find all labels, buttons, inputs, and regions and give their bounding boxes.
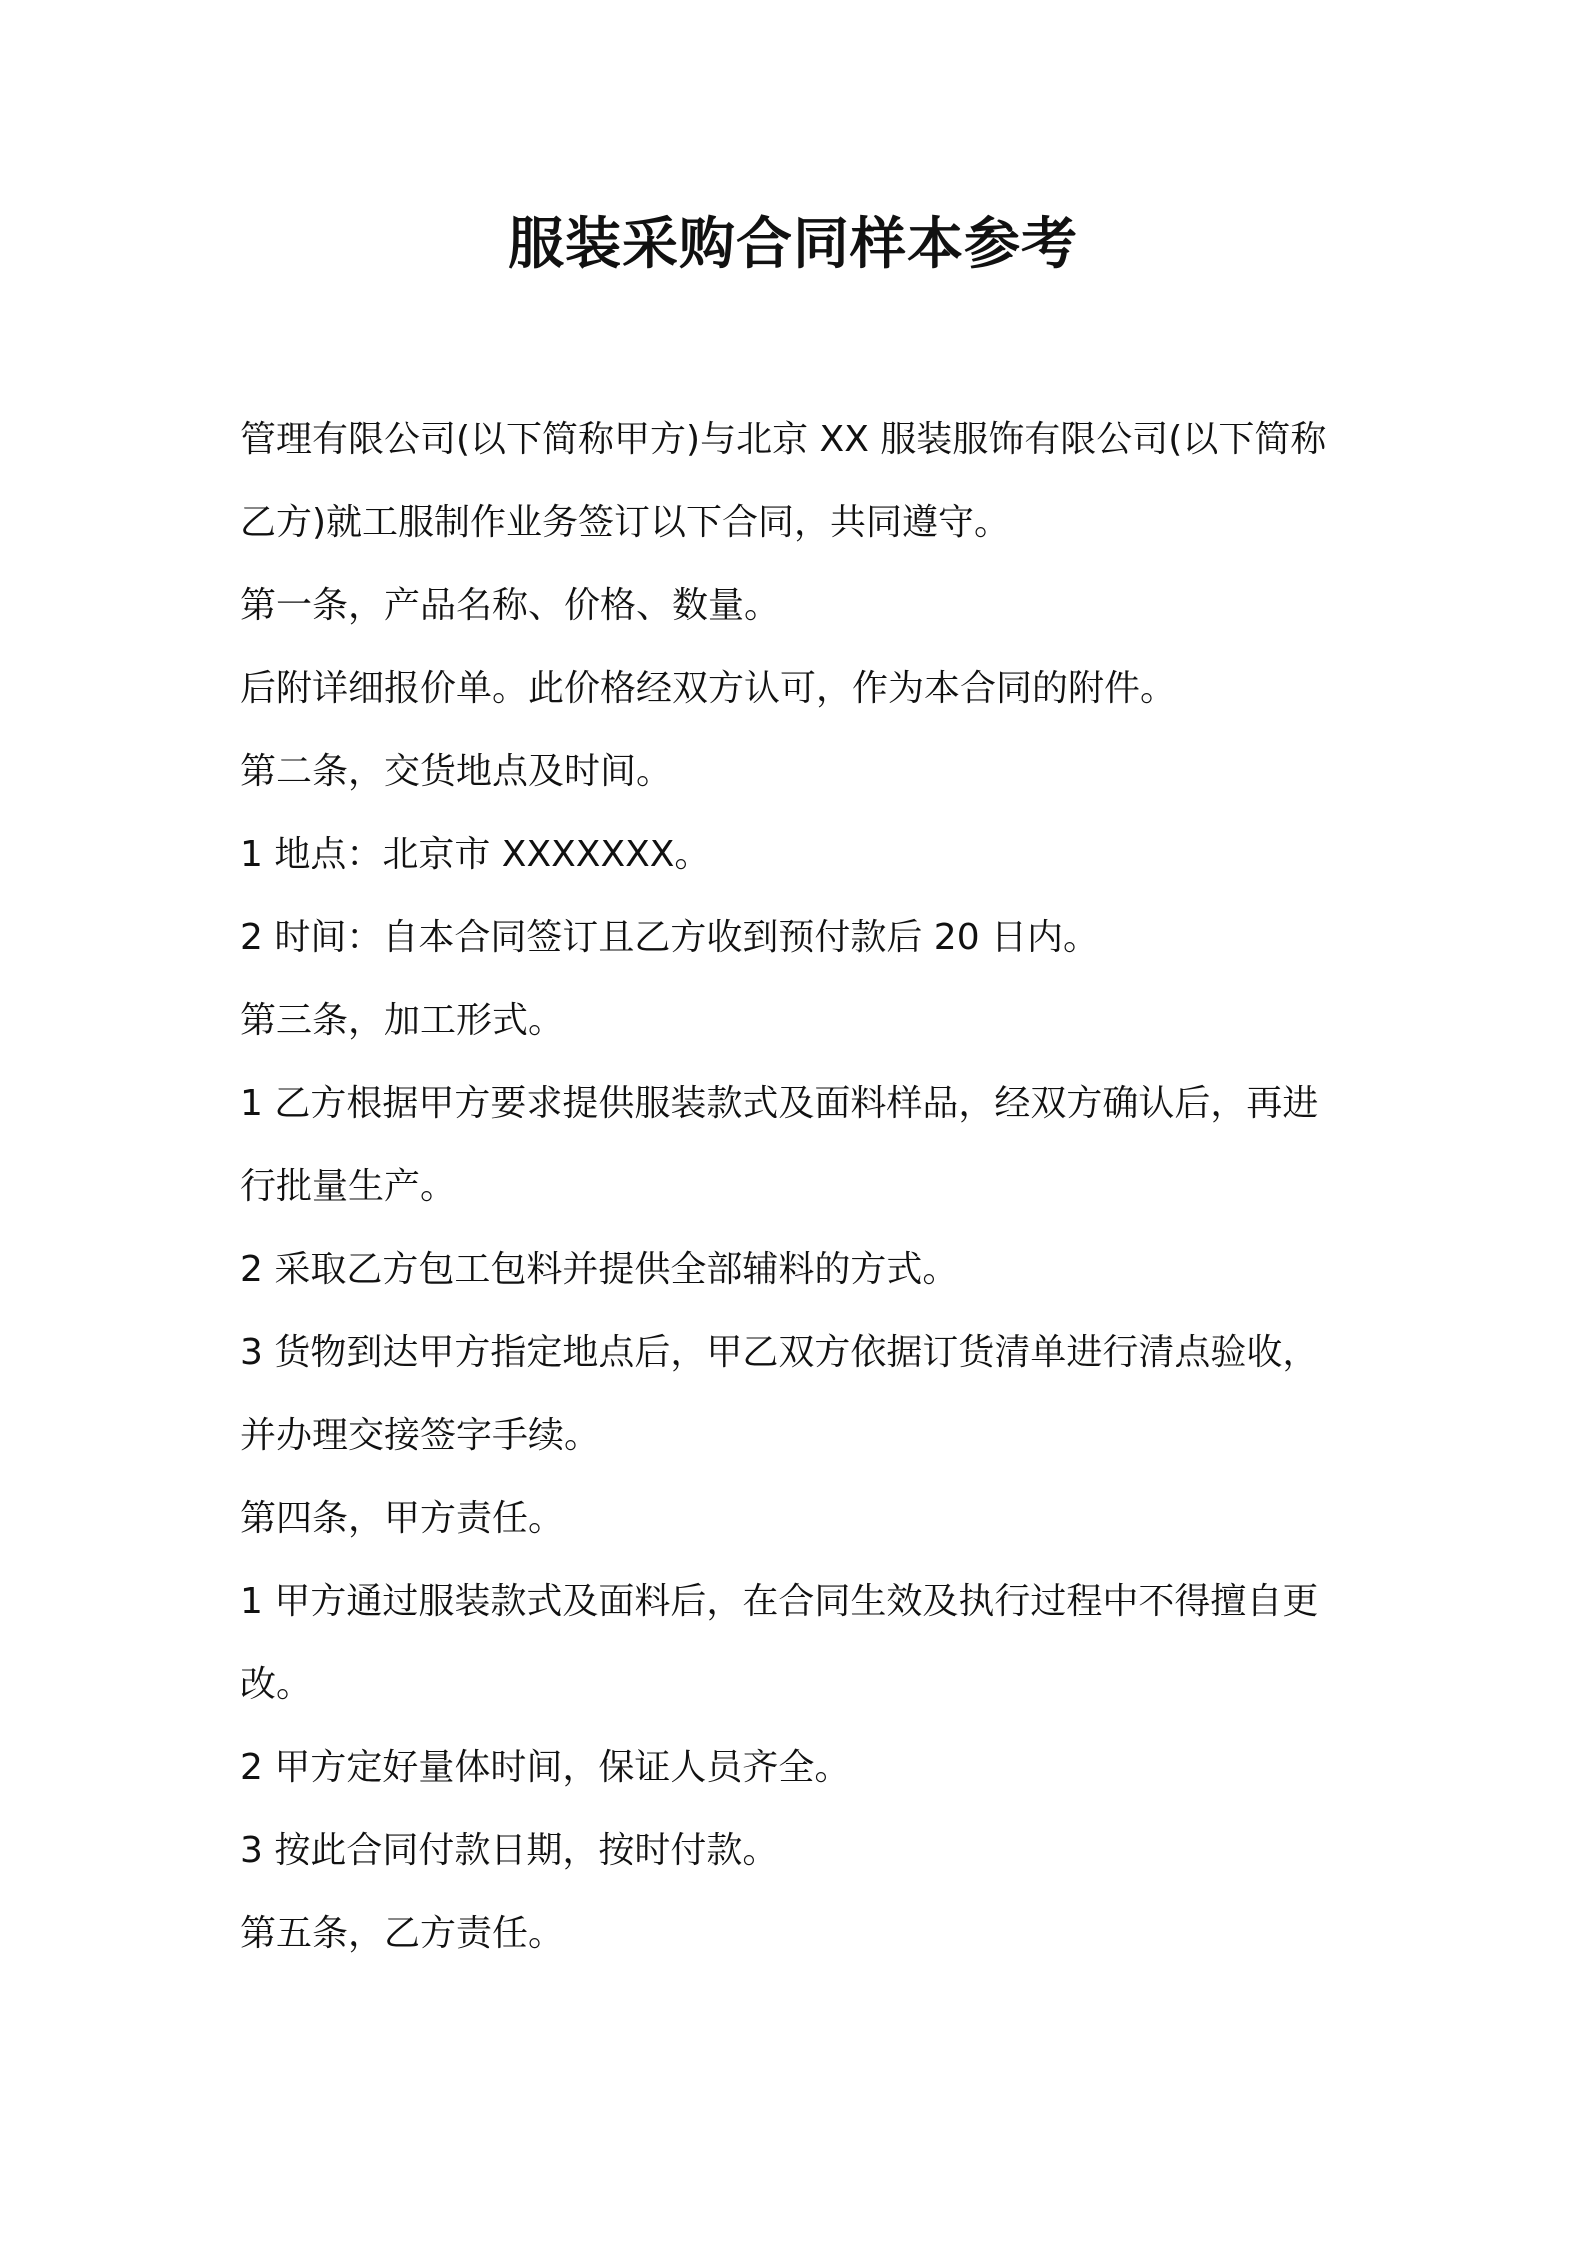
body-line: 1 乙方根据甲方要求提供服装款式及面料样品，经双方确认后，再进 (240, 1083, 1319, 1124)
body-line: 1 地点：北京市 XXXXXXX。 (240, 834, 711, 875)
body-line: 1 甲方通过服装款式及面料后，在合同生效及执行过程中不得擅自更 (240, 1581, 1319, 1622)
body-line: 并办理交接签字手续。 (240, 1415, 601, 1456)
document-title: 服装采购合同样本参考 (508, 212, 1078, 277)
body-line: 3 货物到达甲方指定地点后，甲乙双方依据订货清单进行清点验收， (240, 1332, 1319, 1373)
body-line: 改。 (240, 1664, 313, 1705)
body-line: 乙方)就工服制作业务签订以下合同，共同遵守。 (240, 502, 1011, 543)
body-line: 3 按此合同付款日期，按时付款。 (240, 1830, 779, 1871)
body-line: 2 采取乙方包工包料并提供全部辅料的方式。 (240, 1249, 959, 1290)
body-line: 管理有限公司(以下简称甲方)与北京 XX 服装服饰有限公司(以下简称 (240, 419, 1327, 460)
body-line: 后附详细报价单。此价格经双方认可，作为本合同的附件。 (240, 668, 1177, 709)
document-body (240, 398, 1360, 1975)
article-heading: 第五条，乙方责任。 (240, 1913, 565, 1954)
article-heading: 第四条，甲方责任。 (240, 1498, 565, 1539)
body-line: 行批量生产。 (240, 1166, 457, 1207)
article-heading: 第一条，产品名称、价格、数量。 (240, 585, 781, 626)
body-line: 2 甲方定好量体时间，保证人员齐全。 (240, 1747, 851, 1788)
body-line: 2 时间：自本合同签订且乙方收到预付款后 20 日内。 (240, 917, 1100, 958)
article-heading: 第二条，交货地点及时间。 (240, 751, 673, 792)
article-heading: 第三条，加工形式。 (240, 1000, 565, 1041)
